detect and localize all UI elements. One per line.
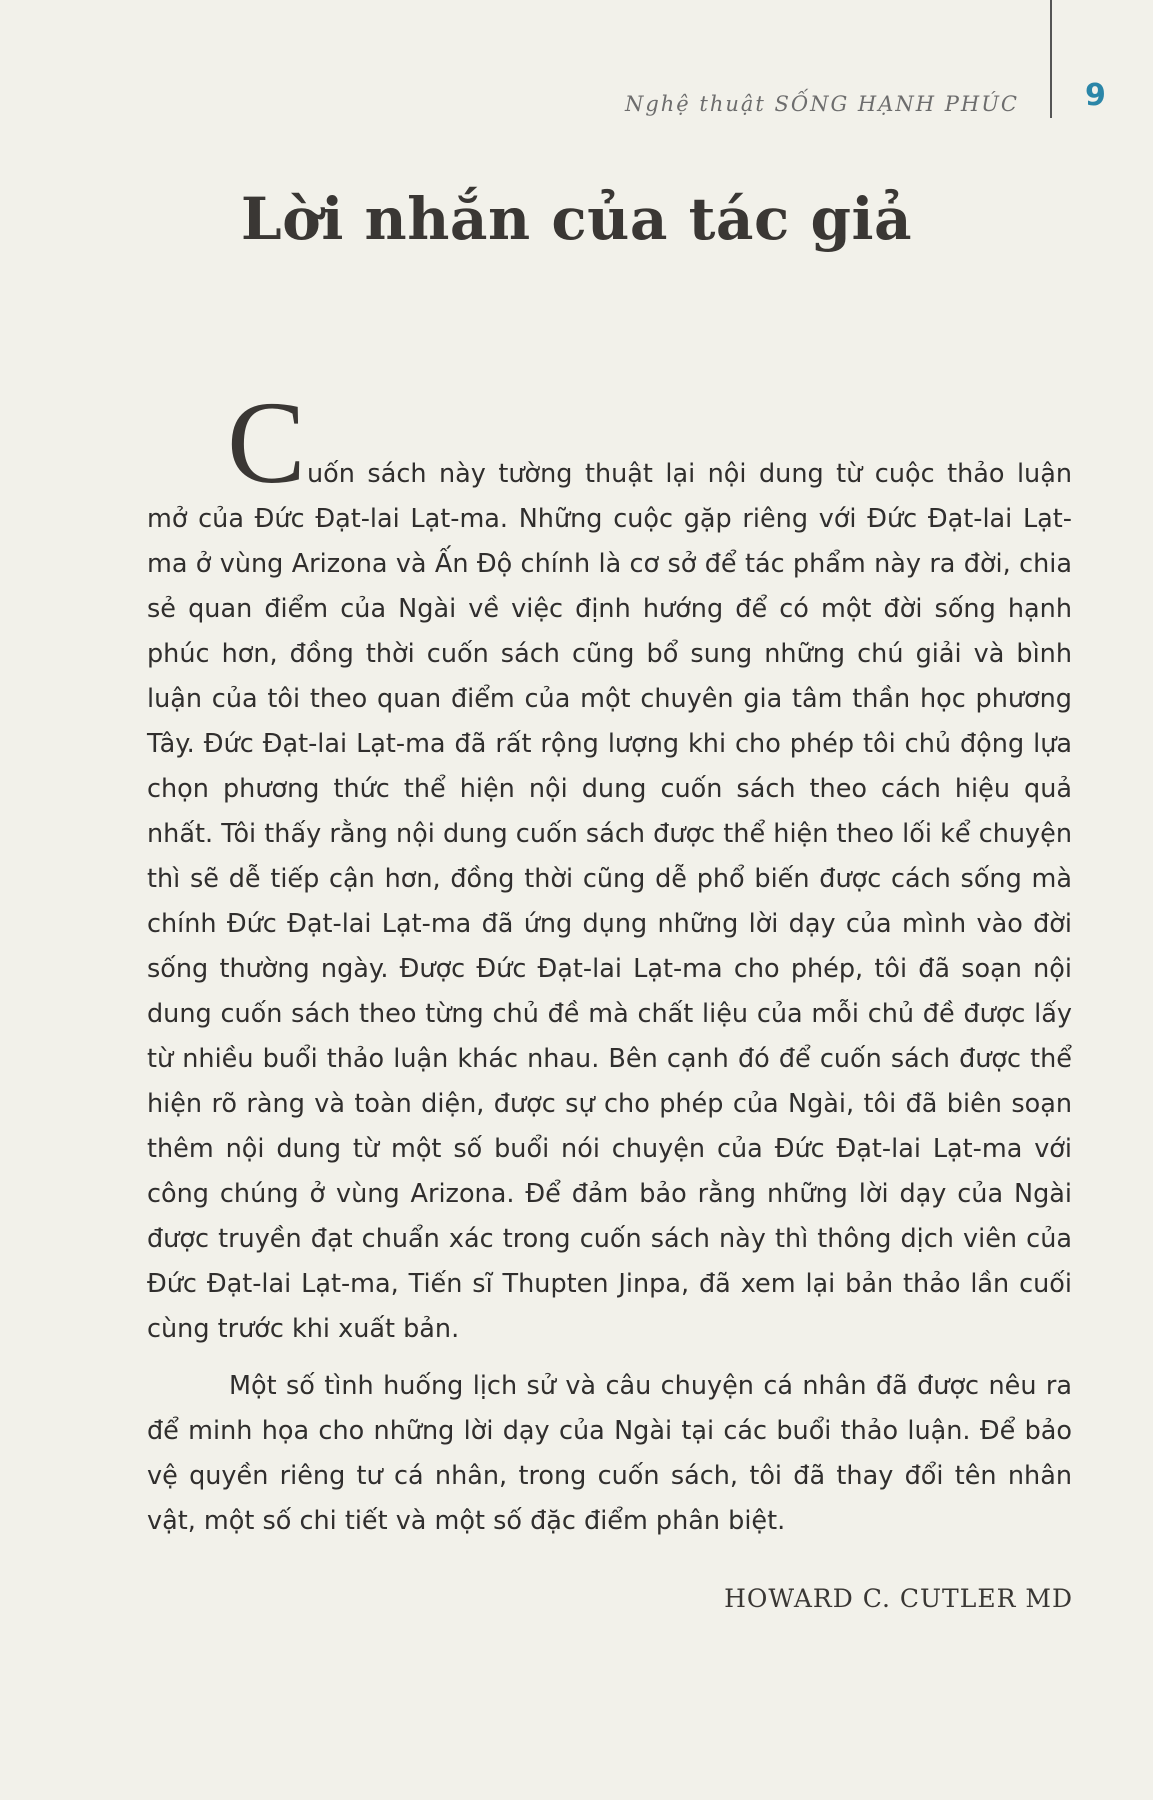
running-title: Nghệ thuật SỐNG HẠNH PHÚC bbox=[624, 92, 1019, 116]
author-signature: HOWARD C. CUTLER MD bbox=[724, 1584, 1073, 1613]
paragraph-2: Một số tình huống lịch sử và câu chuyện cá nhân đã được nêu ra để minh họa cho những lời dạy của Ngài tại các buổi thảo luận. Để bảo vệ quyền riêng tư cá nhân, trong cuốn sách, tôi đã thay đổi tên nhân vật, một số chi tiết và một số đặc điểm phân biệt. bbox=[147, 1371, 1072, 1536]
paragraph-1-text: uốn sách này tường thuật lại nội dung từ cuộc thảo luận mở của Đức Đạt-lai Lạt-ma. Những cuộc gặp riêng với Đức Đạt-lai Lạt-ma ở vùng Arizona và Ấn Độ chính là cơ sở để tác phẩm này ra đời, chia sẻ quan điểm của Ngài về việc định hướng để có một đời sống hạnh phúc hơn, đồng thời cuốn sách cũng bổ sung những chú giải và bình luận của tôi theo quan điểm của một chuyên gia tâm thần học phương Tây. Đức Đạt-lai Lạt-ma đã rất rộng lượng khi cho phép tôi chủ động lựa chọn phương thức thể hiện nội dung cuốn sách theo cách hiệu quả nhất. Tôi thấy rằng nội dung cuốn sách được thể hiện theo lối kể chuyện thì sẽ dễ tiếp cận hơn, đồng thời cũng dễ phổ biến được cách sống mà chính Đức Đạt-lai Lạt-ma đã ứng dụng những lời dạy của mình vào đời sống thường ngày. Được Đức Đạt-lai Lạt-ma cho phép, tôi đã soạn nội dung cuốn sách theo từng chủ đề mà chất liệu của mỗi chủ đề được lấy từ nhiều buổi thảo luận khác nhau. Bên cạnh đó để cuốn sách được thể hiện rõ ràng và toàn diện, được sự cho phép của Ngài, tôi đã biên soạn thêm nội dung từ một số buổi nói chuyện của Đức Đạt-lai Lạt-ma với công chúng ở vùng Arizona. Để đảm bảo rằng những lời dạy của Ngài được truyền đạt chuẩn xác trong cuốn sách này thì thông dịch viên của Đức Đạt-lai Lạt-ma, Tiến sĩ Thupten Jinpa, đã xem lại bản thảo lần cuối cùng trước khi xuất bản. bbox=[147, 459, 1072, 1344]
header-divider bbox=[1050, 0, 1052, 118]
chapter-title: Lời nhắn của tác giả bbox=[240, 185, 913, 253]
body-text bbox=[147, 377, 1072, 1544]
paragraph-1 bbox=[147, 377, 1072, 1352]
page-number: 9 bbox=[1085, 78, 1106, 113]
drop-cap: C bbox=[227, 377, 306, 508]
